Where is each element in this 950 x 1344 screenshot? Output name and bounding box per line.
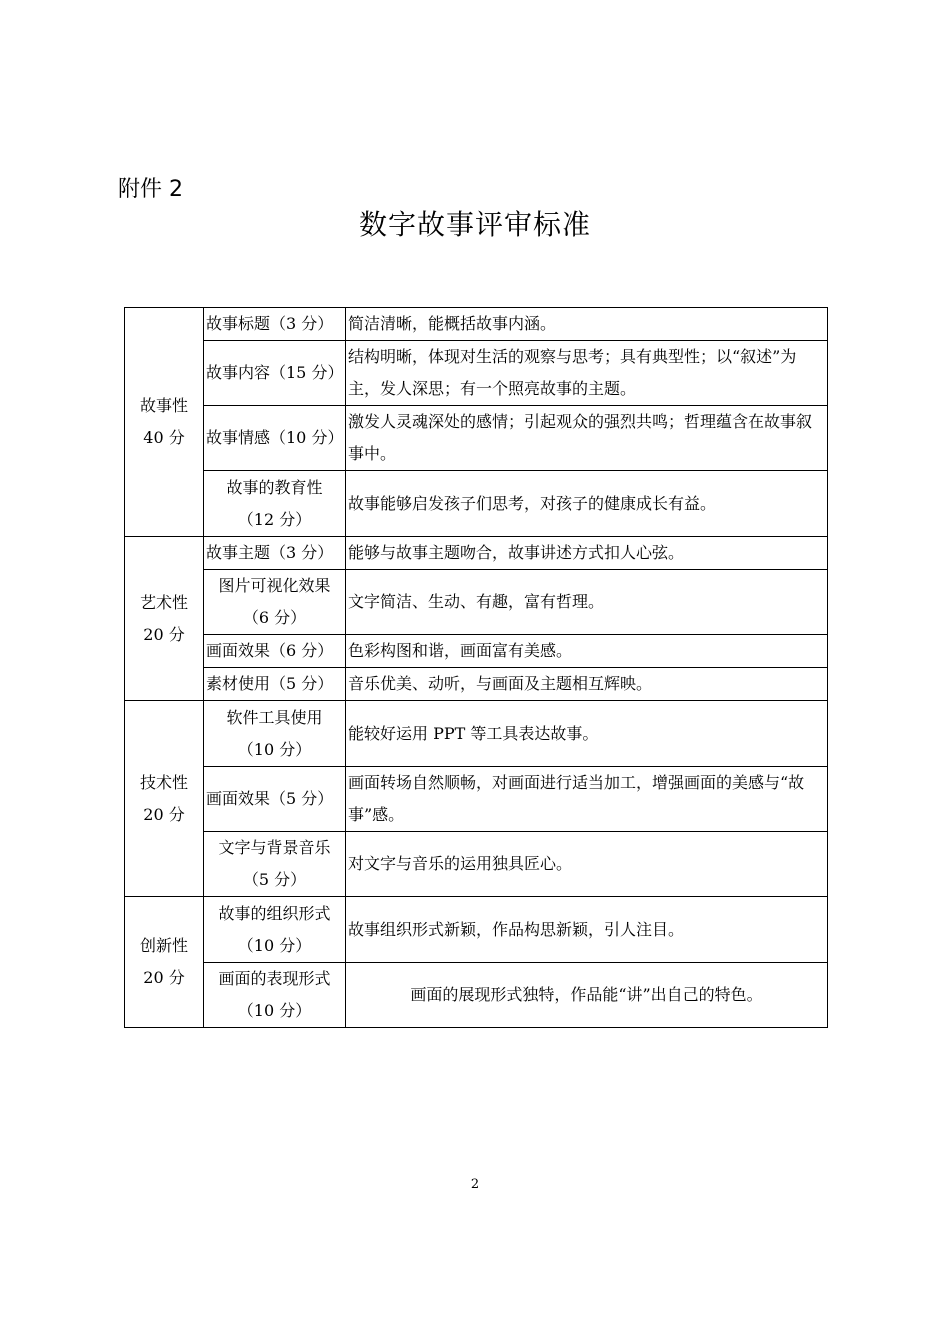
table-row [125,537,828,570]
category-name: 艺术性 [139,592,188,612]
description-cell: 结构明晰，体现对生活的观察与思考；具有典型性；以“叙述”为主，发人深思；有一个照亮故事的主题。 [346,341,828,406]
criterion-name: 故事的组织形式 [218,903,331,923]
table-row [125,308,828,341]
criterion-cell [204,897,346,963]
criterion-score: （10 分） [237,739,312,759]
criterion-score: （6 分） [242,608,307,627]
criterion-score: （12 分） [237,509,312,529]
description-cell: 激发人灵魂深处的感情；引起观众的强烈共鸣；哲理蕴含在故事叙事中。 [346,406,828,471]
criterion-name: 软件工具使用 [226,707,323,727]
category-cell [125,897,204,1028]
table-row [125,963,828,1028]
category-name: 创新性 [139,936,188,955]
category-score: 20 分 [143,624,185,644]
criterion-cell [204,471,346,537]
criterion-cell [204,701,346,767]
table-row [125,832,828,897]
criterion-cell [204,832,346,897]
description-cell: 能较好运用 PPT 等工具表达故事。 [346,701,828,767]
description-cell: 对文字与音乐的运用独具匠心。 [346,832,828,897]
criterion-name: 画面的表现形式 [218,969,331,988]
table-row [125,471,828,537]
description-cell: 色彩构图和谐，画面富有美感。 [346,635,828,668]
criterion-name: 故事的教育性 [226,477,323,497]
criterion-score: （10 分） [237,1001,312,1020]
rubric-table [124,307,828,1028]
criterion-cell: 故事主题（3 分） [204,537,346,570]
category-cell [125,537,204,701]
description-cell: 能够与故事主题吻合，故事讲述方式扣人心弦。 [346,537,828,570]
description-cell: 文字简洁、生动、有趣，富有哲理。 [346,570,828,635]
table-row [125,701,828,767]
category-score: 40 分 [143,428,185,447]
table-row [125,341,828,406]
criterion-cell: 故事情感（10 分） [204,406,346,471]
table-row [125,897,828,963]
category-cell [125,701,204,897]
description-cell: 画面的展现形式独特，作品能“讲”出自己的特色。 [346,963,828,1028]
criterion-cell: 故事标题（3 分） [204,308,346,341]
description-cell: 故事组织形式新颖，作品构思新颖，引人注目。 [346,897,828,963]
criterion-score: （5 分） [242,870,307,889]
description-cell: 简洁清晰，能概括故事内涵。 [346,308,828,341]
criterion-cell [204,963,346,1028]
criterion-cell: 素材使用（5 分） [204,668,346,701]
criterion-cell: 故事内容（15 分） [204,341,346,406]
table-row [125,570,828,635]
category-cell [125,308,204,537]
description-cell: 音乐优美、动听，与画面及主题相互辉映。 [346,668,828,701]
table-row [125,406,828,471]
criterion-cell: 画面效果（6 分） [204,635,346,668]
page-number: 2 [470,1177,480,1192]
table-row [125,635,828,668]
category-name: 技术性 [139,772,188,792]
criterion-cell: 画面效果（5 分） [204,767,346,832]
category-name: 故事性 [139,396,188,415]
criterion-name: 图片可视化效果 [218,576,331,595]
table-row [125,767,828,832]
attachment-label: 附件 2 [118,177,183,202]
description-cell: 画面转场自然顺畅，对画面进行适当加工，增强画面的美感与“故事”感。 [346,767,828,832]
table-row [125,668,828,701]
page-title: 数字故事评审标准 [358,208,591,241]
criterion-name: 文字与背景音乐 [218,838,331,857]
description-cell: 故事能够启发孩子们思考，对孩子的健康成长有益。 [346,471,828,537]
category-score: 20 分 [143,804,185,824]
category-score: 20 分 [143,968,185,987]
criterion-score: （10 分） [237,935,312,955]
criterion-cell [204,570,346,635]
